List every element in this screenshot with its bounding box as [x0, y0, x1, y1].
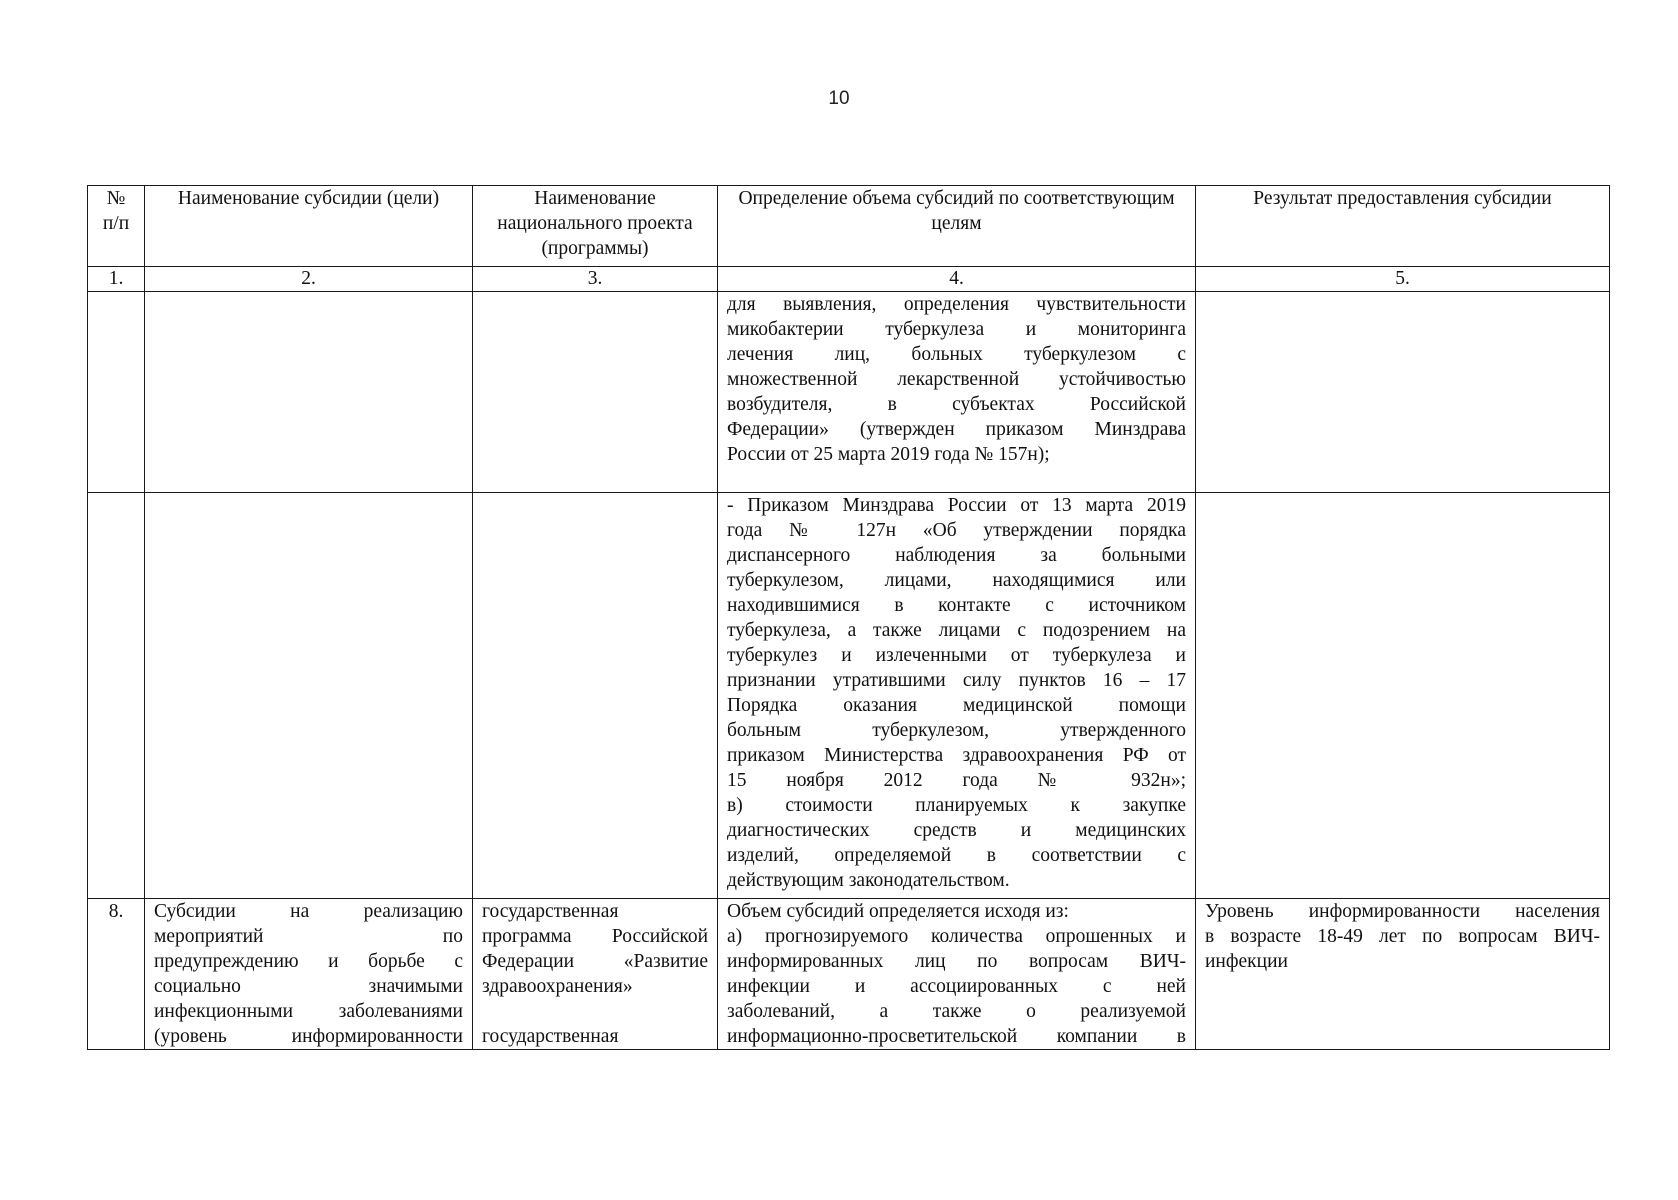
table-row	[88, 493, 1610, 899]
row-a-result	[1196, 292, 1610, 493]
text-line: приказом Министерства здравоохранения РФ от	[727, 745, 1186, 766]
text-line: инфекции	[1205, 951, 1288, 972]
row-c-number: 8.	[88, 899, 145, 1050]
text-line: для выявления, определения чувствительности	[727, 294, 1186, 315]
column-number-1: 1.	[88, 267, 145, 292]
text-line: (уровень информированности	[154, 1026, 463, 1047]
text-line: находившимися в контакте с источником	[727, 595, 1186, 616]
text-line: информационно-просветительской компании в	[727, 1026, 1186, 1047]
table-row	[88, 899, 1610, 1050]
header-result: Результат предоставления субсидии	[1196, 186, 1610, 267]
text-line: - Приказом Минздрава России от 13 марта 2019	[727, 495, 1186, 516]
text-line: в) стоимости планируемых к закупке	[727, 795, 1186, 816]
column-number-row	[88, 267, 1610, 292]
row-a-volume-definition	[718, 292, 1196, 493]
text-line: Федерации» (утвержден приказом Минздрава	[727, 419, 1186, 440]
text-line: программа Российской	[482, 926, 708, 947]
text-line: Порядка оказания медицинской помощи	[727, 695, 1186, 716]
text-line: мероприятий по	[154, 926, 463, 947]
table-row	[88, 292, 1610, 493]
subsidy-table	[87, 185, 1610, 1050]
text-line: больным туберкулезом, утвержденного	[727, 720, 1186, 741]
row-c-result	[1196, 899, 1610, 1050]
text-line: Объем субсидий определяется исходя из:	[727, 901, 1069, 922]
text-line	[482, 999, 708, 1024]
text-line: государственная	[482, 901, 619, 922]
text-line: туберкулезом, лицами, находящимися или	[727, 570, 1186, 591]
row-b-result	[1196, 493, 1610, 899]
header-number: № п/п	[88, 186, 145, 267]
header-subsidy-name: Наименование субсидии (цели)	[145, 186, 473, 267]
text-line: здравоохранения»	[482, 976, 633, 997]
row-b-volume-definition	[718, 493, 1196, 899]
text-line: микобактерии туберкулеза и мониторинга	[727, 319, 1186, 340]
text-line: инфекции и ассоциированных с ней	[727, 976, 1186, 997]
text-line: заболеваний, а также о реализуемой	[727, 1001, 1186, 1022]
table-header-row	[88, 186, 1610, 267]
row-c-subsidy	[145, 899, 473, 1050]
column-number-2: 2.	[145, 267, 473, 292]
text-line: информированных лиц по вопросам ВИЧ-	[727, 951, 1186, 972]
text-line: действующим законодательством.	[727, 870, 1010, 891]
text-line: государственная	[482, 1026, 619, 1047]
text-line: изделий, определяемой в соответствии с	[727, 845, 1186, 866]
text-line: Субсидии на реализацию	[154, 901, 463, 922]
row-a-number	[88, 292, 145, 493]
text-line: диспансерного наблюдения за больными	[727, 545, 1186, 566]
row-b-project	[473, 493, 718, 899]
row-c-volume-definition	[718, 899, 1196, 1050]
column-number-5: 5.	[1196, 267, 1610, 292]
text-line: Федерации «Развитие	[482, 951, 708, 972]
text-line: туберкулез и излеченными от туберкулеза и	[727, 645, 1186, 666]
text-line: социально значимыми	[154, 976, 463, 997]
row-b-subsidy	[145, 493, 473, 899]
text-line: а) прогнозируемого количества опрошенных и	[727, 926, 1186, 947]
text-line: 15 ноября 2012 года № 932н»;	[727, 770, 1186, 791]
text-line: России от 25 марта 2019 года № 157н);	[727, 444, 1050, 465]
text-line: признании утратившими силу пунктов 16 – 17	[727, 670, 1186, 691]
text-line: возбудителя, в субъектах Российской	[727, 394, 1186, 415]
row-c-project	[473, 899, 718, 1050]
text-line: года № 127н «Об утверждении порядка	[727, 520, 1186, 541]
text-line: множественной лекарственной устойчивостью	[727, 369, 1186, 390]
row-a-project	[473, 292, 718, 493]
text-line: в возрасте 18-49 лет по вопросам ВИЧ-	[1205, 926, 1600, 947]
text-line: инфекционными заболеваниями	[154, 1001, 463, 1022]
text-line: диагностических средств и медицинских	[727, 820, 1186, 841]
column-number-3: 3.	[473, 267, 718, 292]
text-line: предупреждению и борьбе с	[154, 951, 463, 972]
text-line: лечения лиц, больных туберкулезом с	[727, 344, 1186, 365]
text-line: туберкулеза, а также лицами с подозрением на	[727, 620, 1186, 641]
header-national-project: Наименование национального проекта (программы)	[473, 186, 718, 267]
page-number: 10	[828, 88, 850, 109]
row-b-number	[88, 493, 145, 899]
column-number-4: 4.	[718, 267, 1196, 292]
header-volume-definition: Определение объема субсидий по соответствующим целям	[718, 186, 1196, 267]
text-line: Уровень информированности населения	[1205, 901, 1600, 922]
row-a-subsidy	[145, 292, 473, 493]
